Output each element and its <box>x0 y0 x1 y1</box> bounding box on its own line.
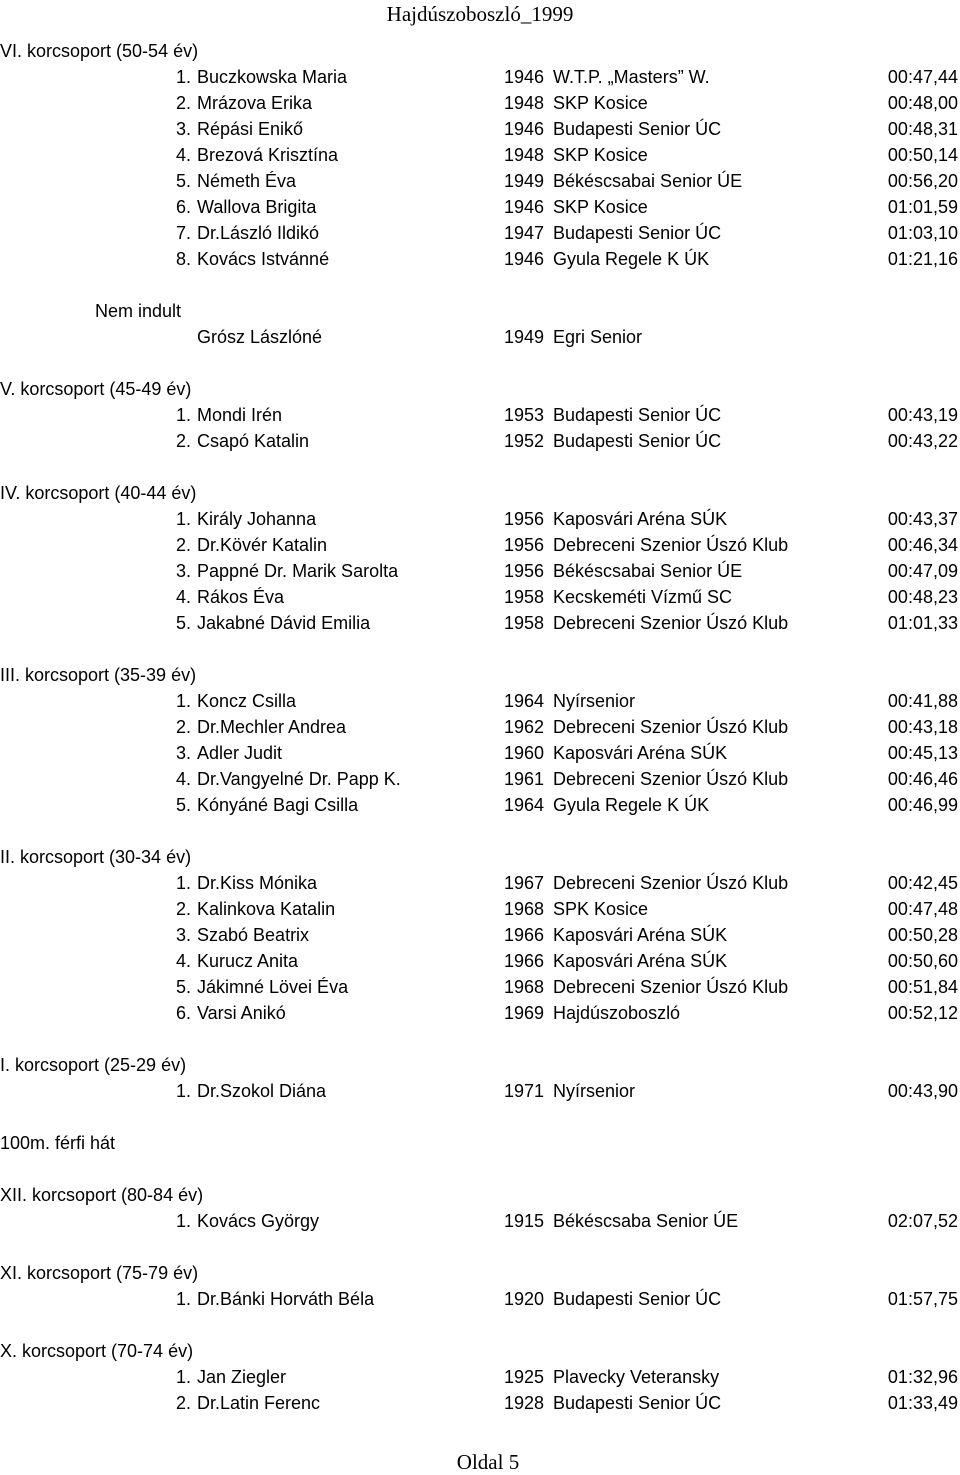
place-cell: 5. <box>176 977 192 997</box>
club-name: Egri Senior <box>553 327 643 347</box>
birth-year: 1960 <box>504 743 545 763</box>
club-name: Kaposvári Aréna SÚK <box>553 925 728 945</box>
result-time: 01:01,59 <box>887 197 958 217</box>
swimmer-name: Grósz Lászlóné <box>197 327 323 347</box>
result-time: 00:47,48 <box>887 899 958 919</box>
place-cell: 6. <box>176 1003 192 1023</box>
page-header: Hajdúszoboszló_1999 <box>386 2 574 26</box>
place-cell: 1. <box>176 67 192 87</box>
result-row <box>0 922 960 948</box>
place-cell: 5. <box>176 613 192 633</box>
result-row <box>0 194 960 220</box>
birth-year: 1968 <box>504 977 545 997</box>
place-cell: 1. <box>176 1367 192 1387</box>
swimmer-name: Kurucz Anita <box>197 951 299 971</box>
club-name: Debreceni Szenior Úszó Klub <box>553 873 789 893</box>
swimmer-name: Kónyáné Bagi Csilla <box>197 795 359 815</box>
age-group-title: III. korcsoport (35-39 év) <box>0 665 197 685</box>
age-group-section <box>0 454 960 636</box>
result-row <box>0 64 960 90</box>
place-cell: 1. <box>176 1289 192 1309</box>
place-cell: 2. <box>176 1393 192 1413</box>
result-row <box>0 1364 960 1390</box>
place-cell: 1. <box>176 691 192 711</box>
birth-year: 1915 <box>504 1211 545 1231</box>
club-name: Gyula Regele K ÚK <box>553 795 710 815</box>
result-time: 00:51,84 <box>887 977 958 997</box>
birth-year: 1952 <box>504 431 545 451</box>
swimmer-name: Király Johanna <box>197 509 317 529</box>
swimmer-name: Koncz Csilla <box>197 691 297 711</box>
birth-year: 1946 <box>504 249 545 269</box>
club-name: Debreceni Szenior Úszó Klub <box>553 977 789 997</box>
result-row <box>0 246 960 272</box>
swimmer-name: Varsi Anikó <box>197 1003 286 1023</box>
swimmer-name: Dr.László Ildikó <box>197 223 320 243</box>
birth-year: 1946 <box>504 119 545 139</box>
club-name: SPK Kosice <box>553 899 649 919</box>
club-name: SKP Kosice <box>553 93 648 113</box>
swimmer-name: Dr.Szokol Diána <box>197 1081 327 1101</box>
swimmer-name: Mondi Irén <box>197 405 283 425</box>
club-name: SKP Kosice <box>553 145 648 165</box>
place-cell: 1. <box>176 873 192 893</box>
birth-year: 1966 <box>504 951 545 971</box>
age-group-section <box>0 1156 960 1234</box>
swimmer-name: Kovács György <box>197 1211 320 1231</box>
place-cell: 7. <box>176 223 192 243</box>
club-name: Debreceni Szenior Úszó Klub <box>553 717 789 737</box>
place-cell: 3. <box>176 561 192 581</box>
result-time: 00:48,00 <box>887 93 958 113</box>
result-row <box>0 116 960 142</box>
swimmer-name: Szabó Beatrix <box>197 925 310 945</box>
place-cell: 3. <box>176 743 192 763</box>
club-name: Hajdúszoboszló <box>553 1003 681 1023</box>
result-time: 00:50,14 <box>887 145 958 165</box>
birth-year: 1964 <box>504 795 545 815</box>
age-group-title: I. korcsoport (25-29 év) <box>0 1055 187 1075</box>
place-cell: 4. <box>176 951 192 971</box>
swimmer-name: Dr.Mechler Andrea <box>197 717 347 737</box>
swimmer-name: Dr.Bánki Horváth Béla <box>197 1289 375 1309</box>
swimmer-name: Mrázova Erika <box>197 93 313 113</box>
swimmer-name: Csapó Katalin <box>197 431 310 451</box>
result-time: 00:48,31 <box>887 119 958 139</box>
result-time: 02:07,52 <box>887 1211 958 1231</box>
result-row <box>0 402 960 428</box>
result-row <box>0 740 960 766</box>
result-time: 01:21,16 <box>887 249 958 269</box>
birth-year: 1958 <box>504 613 545 633</box>
swimmer-name: Jan Ziegler <box>197 1367 287 1387</box>
result-time: 00:46,46 <box>887 769 958 789</box>
page-footer: Oldal 5 <box>456 1450 520 1474</box>
birth-year: 1949 <box>504 327 545 347</box>
birth-year: 1928 <box>504 1393 545 1413</box>
result-time: 01:33,49 <box>887 1393 958 1413</box>
birth-year: 1948 <box>504 145 545 165</box>
result-row <box>0 896 960 922</box>
club-name: Nyírsenior <box>553 1081 636 1101</box>
result-row <box>0 1390 960 1416</box>
result-time: 00:43,22 <box>887 431 958 451</box>
did-not-start-label: Nem indult <box>95 301 182 321</box>
place-cell: 4. <box>176 145 192 165</box>
club-name: Budapesti Senior ÚC <box>553 1393 722 1413</box>
birth-year: 1956 <box>504 561 545 581</box>
swimmer-name: Kovács Istvánné <box>197 249 330 269</box>
section-spacer <box>0 1026 960 1052</box>
result-time: 00:45,13 <box>887 743 958 763</box>
club-name: Kaposvári Aréna SÚK <box>553 743 728 763</box>
did-not-start-row <box>0 324 960 350</box>
birth-year: 1953 <box>504 405 545 425</box>
birth-year: 1962 <box>504 717 545 737</box>
age-group-section <box>0 636 960 818</box>
result-row <box>0 1078 960 1104</box>
result-row <box>0 1286 960 1312</box>
age-group-title: XII. korcsoport (80-84 év) <box>0 1185 204 1205</box>
club-name: SKP Kosice <box>553 197 648 217</box>
age-group-section <box>0 1312 960 1416</box>
swimmer-name: Dr.Kiss Mónika <box>197 873 318 893</box>
club-name: Plavecky Veteransky <box>553 1367 720 1387</box>
swimmer-name: Répási Enikő <box>197 119 304 139</box>
club-name: Kaposvári Aréna SÚK <box>553 509 728 529</box>
swimmer-name: Jakabné Dávid Emilia <box>197 613 371 633</box>
place-cell: 2. <box>176 93 192 113</box>
club-name: Budapesti Senior ÚC <box>553 119 722 139</box>
result-row <box>0 766 960 792</box>
event-title: 100m. férfi hát <box>0 1133 116 1153</box>
club-name: Kaposvári Aréna SÚK <box>553 951 728 971</box>
club-name: Gyula Regele K ÚK <box>553 249 710 269</box>
result-time: 01:03,10 <box>887 223 958 243</box>
result-time: 00:42,45 <box>887 873 958 893</box>
result-row <box>0 870 960 896</box>
club-name: Budapesti Senior ÚC <box>553 431 722 451</box>
age-group-title: X. korcsoport (70-74 év) <box>0 1341 194 1361</box>
result-time: 00:47,09 <box>887 561 958 581</box>
place-cell: 2. <box>176 431 192 451</box>
age-group-section <box>0 1026 960 1104</box>
result-time: 00:43,90 <box>887 1081 958 1101</box>
result-time: 01:57,75 <box>887 1289 958 1309</box>
club-name: Debreceni Szenior Úszó Klub <box>553 769 789 789</box>
place-cell: 1. <box>176 509 192 529</box>
section-spacer <box>0 636 960 662</box>
club-name: Békéscsabai Senior ÚE <box>553 561 743 581</box>
result-row <box>0 558 960 584</box>
result-row <box>0 168 960 194</box>
age-group-section <box>0 1234 960 1312</box>
result-time: 00:52,12 <box>887 1003 958 1023</box>
result-row <box>0 610 960 636</box>
result-row <box>0 532 960 558</box>
swimmer-name: Pappné Dr. Marik Sarolta <box>197 561 399 581</box>
swimmer-name: Adler Judit <box>197 743 283 763</box>
result-row <box>0 974 960 1000</box>
result-time: 01:32,96 <box>887 1367 958 1387</box>
club-name: Budapesti Senior ÚC <box>553 405 722 425</box>
birth-year: 1968 <box>504 899 545 919</box>
section-spacer <box>0 454 960 480</box>
age-group-section <box>0 350 960 454</box>
place-cell: 1. <box>176 405 192 425</box>
result-time: 01:01,33 <box>887 613 958 633</box>
result-row <box>0 714 960 740</box>
birth-year: 1964 <box>504 691 545 711</box>
birth-year: 1961 <box>504 769 545 789</box>
section-spacer <box>0 1312 960 1338</box>
club-name: Debreceni Szenior Úszó Klub <box>553 535 789 555</box>
birth-year: 1971 <box>504 1081 545 1101</box>
birth-year: 1969 <box>504 1003 545 1023</box>
result-time: 00:56,20 <box>887 171 958 191</box>
place-cell: 2. <box>176 717 192 737</box>
results-list <box>0 38 960 1416</box>
age-group-section <box>0 818 960 1026</box>
result-row <box>0 948 960 974</box>
age-group-title: II. korcsoport (30-34 év) <box>0 847 192 867</box>
section-spacer <box>0 818 960 844</box>
place-cell: 2. <box>176 535 192 555</box>
result-time: 00:43,18 <box>887 717 958 737</box>
swimmer-name: Brezová Krisztína <box>197 145 339 165</box>
birth-year: 1948 <box>504 93 545 113</box>
swimmer-name: Jákimné Lövei Éva <box>197 977 349 997</box>
result-time: 00:43,37 <box>887 509 958 529</box>
club-name: Nyírsenior <box>553 691 636 711</box>
result-time: 00:50,60 <box>887 951 958 971</box>
place-cell: 4. <box>176 769 192 789</box>
result-time: 00:47,44 <box>887 67 958 87</box>
result-time: 00:46,99 <box>887 795 958 815</box>
result-row <box>0 688 960 714</box>
swimmer-name: Rákos Éva <box>197 587 285 607</box>
result-row <box>0 90 960 116</box>
place-cell: 6. <box>176 197 192 217</box>
place-cell: 3. <box>176 925 192 945</box>
result-row <box>0 1208 960 1234</box>
age-group-title: IV. korcsoport (40-44 év) <box>0 483 197 503</box>
result-time: 00:46,34 <box>887 535 958 555</box>
birth-year: 1966 <box>504 925 545 945</box>
place-cell: 8. <box>176 249 192 269</box>
section-spacer <box>0 272 960 298</box>
club-name: Kecskeméti Vízmű SC <box>553 587 733 607</box>
result-row <box>0 428 960 454</box>
swimmer-name: Dr.Vangyelné Dr. Papp K. <box>197 769 401 789</box>
age-group-title: VI. korcsoport (50-54 év) <box>0 41 199 61</box>
place-cell: 1. <box>176 1081 192 1101</box>
club-name: Budapesti Senior ÚC <box>553 223 722 243</box>
result-row <box>0 506 960 532</box>
age-group-section <box>0 38 960 350</box>
swimmer-name: Dr.Latin Ferenc <box>197 1393 321 1413</box>
result-row <box>0 1000 960 1026</box>
place-cell: 1. <box>176 1211 192 1231</box>
birth-year: 1956 <box>504 509 545 529</box>
result-row <box>0 142 960 168</box>
place-cell: 3. <box>176 119 192 139</box>
place-cell: 4. <box>176 587 192 607</box>
place-cell: 5. <box>176 171 192 191</box>
age-group-title: XI. korcsoport (75-79 év) <box>0 1263 199 1283</box>
birth-year: 1920 <box>504 1289 545 1309</box>
club-name: Budapesti Senior ÚC <box>553 1289 722 1309</box>
club-name: Békéscsabai Senior ÚE <box>553 171 743 191</box>
section-spacer <box>0 1156 960 1182</box>
birth-year: 1956 <box>504 535 545 555</box>
result-row <box>0 792 960 818</box>
birth-year: 1967 <box>504 873 545 893</box>
section-spacer <box>0 1234 960 1260</box>
birth-year: 1958 <box>504 587 545 607</box>
birth-year: 1949 <box>504 171 545 191</box>
result-row <box>0 584 960 610</box>
club-name: Debreceni Szenior Úszó Klub <box>553 613 789 633</box>
birth-year: 1946 <box>504 67 545 87</box>
swimmer-name: Kalinkova Katalin <box>197 899 336 919</box>
place-cell: 5. <box>176 795 192 815</box>
age-group-title: V. korcsoport (45-49 év) <box>0 379 192 399</box>
section-spacer <box>0 1104 960 1130</box>
result-time: 00:50,28 <box>887 925 958 945</box>
result-time: 00:41,88 <box>887 691 958 711</box>
swimmer-name: Wallova Brigita <box>197 197 317 217</box>
birth-year: 1946 <box>504 197 545 217</box>
swimmer-name: Dr.Kövér Katalin <box>197 535 328 555</box>
section-spacer <box>0 350 960 376</box>
result-row <box>0 220 960 246</box>
result-time: 00:48,23 <box>887 587 958 607</box>
age-group-section <box>0 1104 960 1156</box>
club-name: Békéscsaba Senior ÚE <box>553 1211 739 1231</box>
club-name: W.T.P. „Masters” W. <box>553 67 710 87</box>
swimmer-name: Németh Éva <box>197 171 297 191</box>
birth-year: 1925 <box>504 1367 545 1387</box>
result-time: 00:43,19 <box>887 405 958 425</box>
birth-year: 1947 <box>504 223 545 243</box>
swimmer-name: Buczkowska Maria <box>197 67 348 87</box>
place-cell: 2. <box>176 899 192 919</box>
